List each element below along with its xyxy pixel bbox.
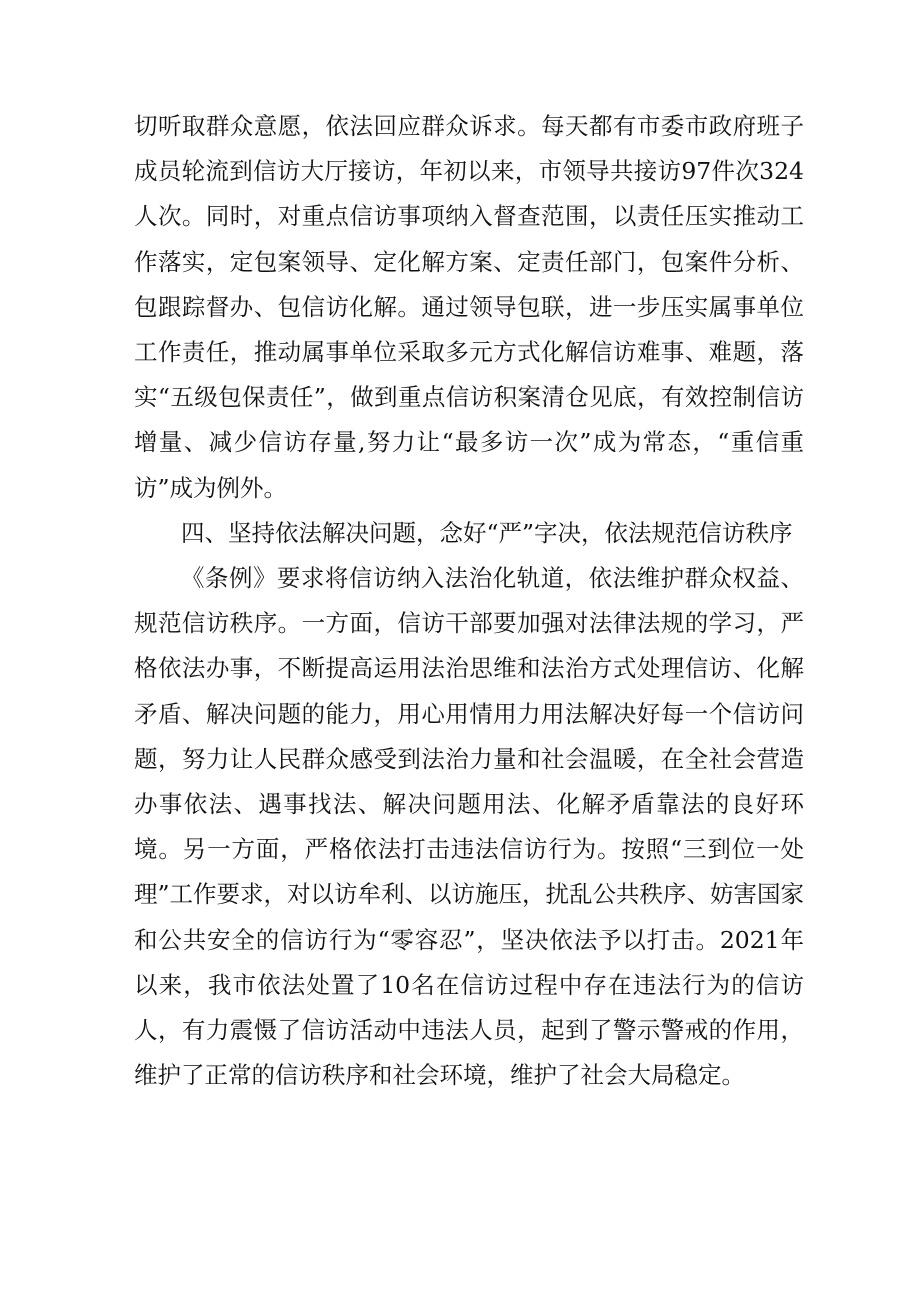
document-body bbox=[134, 104, 804, 1098]
paragraph-body: 《条例》要求将信访纳入法治化轨道，依法维护群众权益、规范信访秩序。一方面，信访干部要加强对法律法规的学习，严格依法办事，不断提高运用法治思维和法治方式处理信访、化解矛盾、解决问题的能力，用心用情用力用法解决好每一个信访问题，努力让人民群众感受到法治力量和社会温暖，在全社会营造办事依法、遇事找法、解决问题用法、化解矛盾靠法的良好环境。另一方面，严格依法打击违法信访行为。按照“三到位一处理”工作要求，对以访牟利、以访施压，扰乱公共秩序、妨害国家和公共安全的信访行为“零容忍”，坚决依法予以打击。2021年以来，我市依法处置了10名在信访过程中存在违法行为的信访人，有力震慑了信访活动中违法人员，起到了警示警戒的作用，维护了正常的信访秩序和社会环境，维护了社会大局稳定。 bbox=[134, 564, 805, 1090]
paragraph-continued: 切听取群众意愿，依法回应群众诉求。每天都有市委市政府班子成员轮流到信访大厅接访，年初以来，市领导共接访97件次324人次。同时，对重点信访事项纳入督查范围，以责任压实推动工作落实，定包案领导、定化解方案、定责任部门，包案件分析、包跟踪督办、包信访化解。通过领导包联，进一步压实属事单位工作责任，推动属事单位采取多元方式化解信访难事、难题，落实“五级包保责任”，做到重点信访积案清仓见底，有效控制信访增量、减少信访存量,努力让“最多访一次”成为常态，“重信重访”成为例外。 bbox=[134, 112, 804, 502]
section-heading: 四、坚持依法解决问题，念好“严”字决，依法规范信访秩序 bbox=[181, 518, 793, 547]
